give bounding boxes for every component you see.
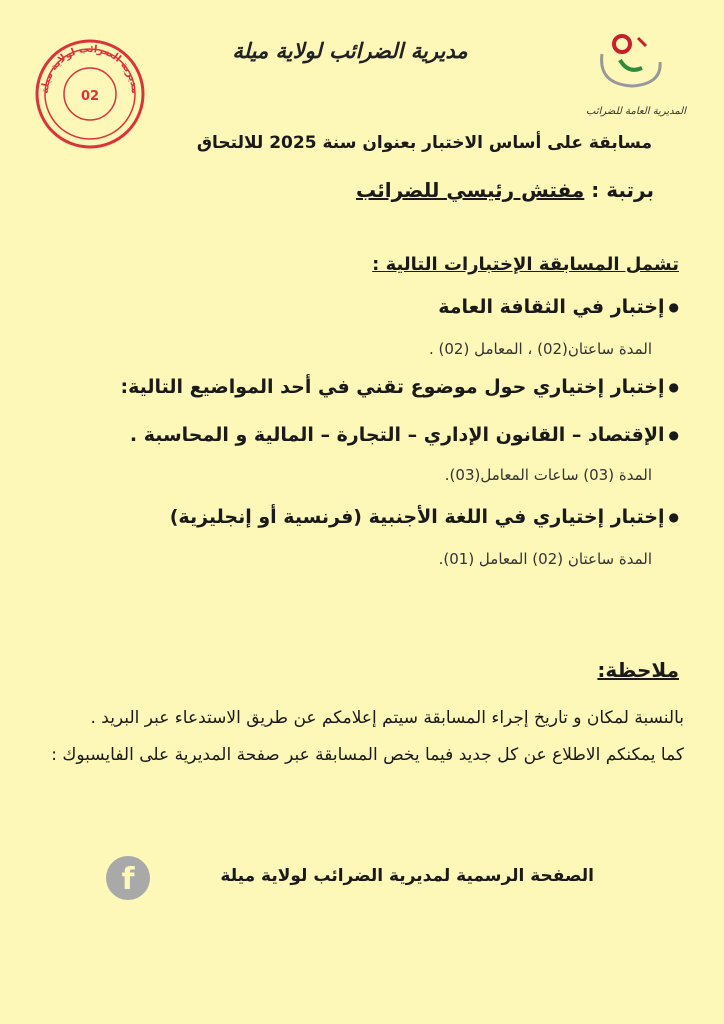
rank-value: مفتش رئيسي للضرائب bbox=[356, 178, 585, 202]
exam-detail: المدة ساعتان (02) المعامل (01). bbox=[438, 550, 652, 568]
exam-item: ● إختبار في الثقافة العامة bbox=[438, 296, 679, 318]
svg-text:مديرية الضرائب لولاية ميلة bbox=[40, 44, 140, 94]
exams-title: تشمل المسابقة الإختبارات التالية : bbox=[372, 254, 679, 275]
competition-intro: مسابقة على أساس الاختبار بعنوان سنة 2025 للالتحاق bbox=[196, 133, 652, 153]
rank-label: برتبة : bbox=[591, 178, 654, 202]
note-body bbox=[30, 700, 684, 774]
rank-line bbox=[356, 178, 654, 202]
header-title: مديرية الضرائب لولاية ميلة bbox=[232, 38, 468, 63]
note-paragraph: بالنسبة لمكان و تاريخ إجراء المسابقة سيتم إعلامكم عن طريق الاستدعاء عبر البريد . bbox=[90, 708, 684, 728]
exam-detail: المدة ساعتان(02) ، المعامل (02) . bbox=[428, 340, 652, 358]
dgi-logo bbox=[572, 24, 700, 124]
facebook-icon: f bbox=[106, 856, 150, 900]
note-paragraph: كما يمكنكم الاطلاع عن كل جديد فيما يخص المسابقة عبر صفحة المديرية على الفايسبوك : bbox=[51, 745, 684, 765]
logo-caption: المديرية العامة للضرائب bbox=[586, 106, 686, 117]
official-stamp bbox=[34, 38, 146, 150]
note-title: ملاحظة: bbox=[597, 658, 679, 682]
facebook-page-name: الصفحة الرسمية لمديرية الضرائب لولاية ميلة bbox=[220, 866, 594, 886]
exam-item: ● الإقتصاد – القانون الإداري – التجارة – المالية و المحاسبة . bbox=[130, 424, 679, 446]
exam-detail: المدة (03) ساعات المعامل(03). bbox=[444, 466, 652, 484]
stamp-number: 02 bbox=[80, 89, 100, 104]
exam-item: ● إختبار إختياري في اللغة الأجنبية (فرنسية أو إنجليزية) bbox=[170, 506, 679, 528]
exam-item: ● إختبار إختياري حول موضوع تقني في أحد المواضيع التالية: bbox=[121, 376, 680, 398]
stamp-arc-text: مديرية الضرائب لولاية ميلة bbox=[39, 43, 141, 95]
